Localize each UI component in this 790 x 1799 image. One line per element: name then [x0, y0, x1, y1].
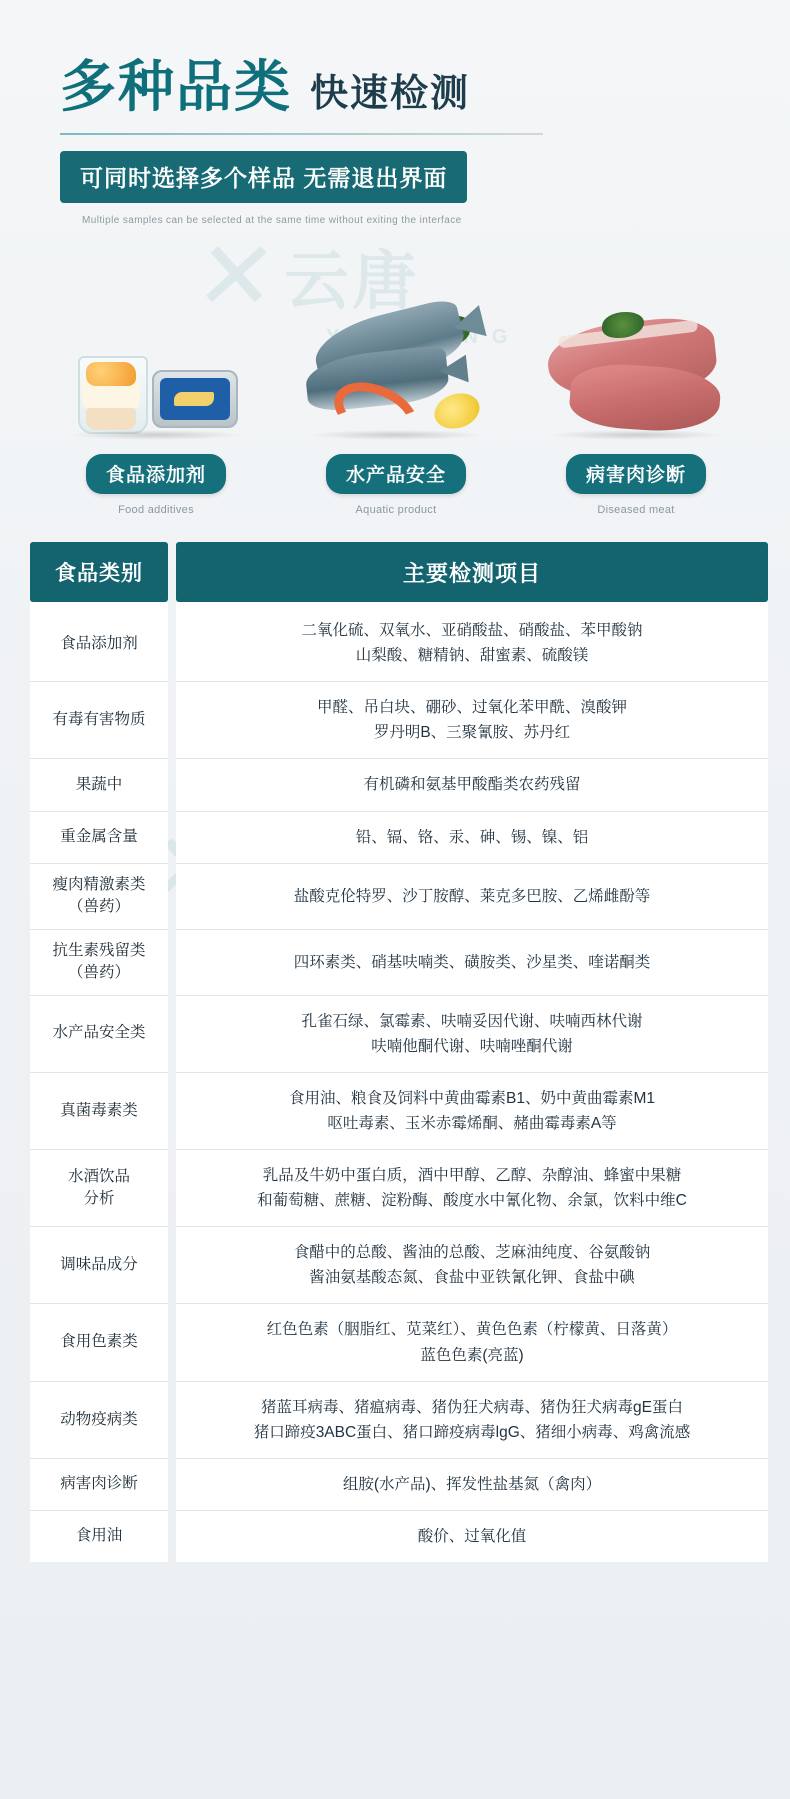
table-cell-items: [176, 1382, 768, 1459]
table-cell-line: 铅、镉、铬、汞、砷、锡、镍、铝: [355, 828, 589, 846]
table-cell-items: [176, 602, 768, 682]
table-cell-category: 动物疫病类: [30, 1382, 168, 1459]
category-card-food-additives: [46, 300, 266, 516]
table-header-items: 主要检测项目: [176, 542, 768, 602]
table-row: [30, 1459, 768, 1511]
table-cell-line: 食醋中的总酸、酱油的总酸、芝麻油纯度、谷氨酸钠: [293, 1244, 651, 1262]
table-cell-line: 猪蓝耳病毒、猪瘟病毒、猪伪狂犬病毒、猪伪狂犬病毒gE蛋白: [261, 1398, 683, 1416]
table-cell-line: 呋喃他酮代谢、呋喃唑酮代谢: [371, 1037, 573, 1055]
table-cell-line: 红色色素（胭脂红、苋菜红）、黄色色素（柠檬黄、日落黄）: [266, 1321, 678, 1339]
table-cell-items: [176, 996, 768, 1073]
table-cell-category: 病害肉诊断: [30, 1459, 168, 1511]
card-label-en: Diseased meat: [597, 504, 675, 516]
table-cell-category: 食用色素类: [30, 1304, 168, 1381]
table-cell-category: 真菌毒素类: [30, 1073, 168, 1150]
title-sub: 快速检测: [310, 73, 471, 115]
title-main: 多种品类: [60, 55, 292, 118]
table-cell-line: 酸价、过氧化值: [417, 1527, 527, 1545]
category-card-diseased-meat: [526, 300, 746, 516]
table-cell-line: 盐酸克伦特罗、沙丁胺醇、莱克多巴胺、乙烯雌酚等: [293, 887, 651, 905]
table-row: [30, 1073, 768, 1150]
table-cell-category: 水酒饮品 分析: [30, 1150, 168, 1227]
table-row: [30, 1227, 768, 1304]
table-cell-line: 罗丹明B、三聚氰胺、苏丹红: [373, 724, 571, 742]
table-cell-category: 瘦肉精激素类 （兽药）: [30, 864, 168, 930]
table-cell-line: 猪口蹄疫3ABC蛋白、猪口蹄疫病毒lgG、猪细小病毒、鸡禽流感: [253, 1423, 691, 1441]
table-cell-line: 呕吐毒素、玉米赤霉烯酮、赭曲霉毒素A等: [327, 1114, 617, 1132]
table-cell-line: 组胺(水产品)、挥发性盐基氮（禽肉）: [342, 1475, 602, 1493]
table-cell-category: 食品添加剂: [30, 602, 168, 682]
raw-meat-photo: [536, 300, 736, 440]
table-row: [30, 864, 768, 930]
table-cell-category: 有毒有害物质: [30, 682, 168, 759]
watermark-text: 云唐: [284, 245, 421, 317]
table-cell-category: 调味品成分: [30, 1227, 168, 1304]
detection-items-table: [22, 542, 768, 1562]
table-cell-line: 四环素类、硝基呋喃类、磺胺类、沙星类、喹诺酮类: [293, 953, 651, 971]
table-cell-line: 食用油、粮食及饲料中黄曲霉素B1、奶中黄曲霉素M1: [289, 1089, 655, 1107]
table-cell-items: [176, 864, 768, 930]
lemon-icon: [430, 388, 484, 435]
table-cell-line: 有机磷和氨基甲酸酯类农药残留: [363, 776, 581, 794]
header-caption-en: Multiple samples can be selected at the same time without exiting the interface: [82, 215, 462, 226]
table-row: [30, 996, 768, 1073]
table-header-category: 食品类别: [30, 542, 168, 602]
photo-shadow: [550, 430, 722, 440]
card-label: 食品添加剂: [86, 454, 226, 494]
table-cell-line: 和葡萄糖、蔗糖、淀粉酶、酸度水中氰化物、余氯，饮料中维C: [257, 1192, 687, 1210]
dessert-can-photo: [56, 300, 256, 440]
table-cell-line: 乳品及牛奶中蛋白质，酒中甲醇、乙醇、杂醇油、蜂蜜中果糖: [262, 1166, 682, 1184]
dessert-cup-icon: [72, 338, 150, 434]
table-cell-items: [176, 1459, 768, 1511]
canned-fish-icon: [152, 370, 238, 428]
table-row: [30, 930, 768, 996]
table-cell-items: [176, 1150, 768, 1227]
table-row: [30, 812, 768, 864]
table-cell-line: 山梨酸、糖精钠、甜蜜素、硫酸镁: [355, 647, 589, 665]
table-cell-items: [176, 1511, 768, 1562]
table-header-row: [30, 542, 768, 602]
table-row: [30, 1304, 768, 1381]
table-row: [30, 682, 768, 759]
card-label-en: Food additives: [118, 504, 194, 516]
highlight-badge: 可同时选择多个样品 无需退出界面: [60, 151, 467, 203]
table-cell-items: [176, 759, 768, 811]
category-card-aquatic: [286, 300, 506, 516]
table-row: [30, 759, 768, 811]
table-cell-category: 重金属含量: [30, 812, 168, 864]
table-row: [30, 602, 768, 682]
table-cell-items: [176, 682, 768, 759]
header: [60, 55, 730, 226]
table-cell-items: [176, 930, 768, 996]
table-cell-items: [176, 1304, 768, 1381]
table-cell-line: 酱油氨基酸态氮、食盐中亚铁氰化钾、食盐中碘: [309, 1269, 635, 1287]
page-title: [60, 55, 730, 118]
title-divider: [60, 133, 543, 135]
table-cell-line: 二氧化硫、双氧水、亚硝酸盐、硝酸盐、苯甲酸钠: [301, 622, 643, 639]
table-cell-category: 食用油: [30, 1511, 168, 1562]
table-row: [30, 1382, 768, 1459]
table-cell-items: [176, 1227, 768, 1304]
card-label: 病害肉诊断: [566, 454, 706, 494]
table-cell-category: 果蔬中: [30, 759, 168, 811]
fish-shrimp-photo: [296, 300, 496, 440]
table-cell-line: 孔雀石绿、氯霉素、呋喃妥因代谢、呋喃西林代谢: [301, 1012, 643, 1030]
table-row: [30, 1150, 768, 1227]
table-cell-category: 水产品安全类: [30, 996, 168, 1073]
brand-mark-icon: ✕: [190, 220, 277, 332]
card-label-en: Aquatic product: [355, 504, 437, 516]
category-cards: [46, 300, 746, 516]
card-label: 水产品安全: [326, 454, 466, 494]
photo-shadow: [70, 430, 242, 440]
table-cell-items: [176, 812, 768, 864]
photo-shadow: [310, 430, 482, 440]
table-row: [30, 1511, 768, 1562]
table-cell-category: 抗生素残留类 （兽药）: [30, 930, 168, 996]
table-cell-items: [176, 1073, 768, 1150]
table-cell-line: 蓝色色素(亮蓝): [420, 1346, 524, 1364]
table-cell-line: 甲醛、吊白块、硼砂、过氧化苯甲酰、溴酸钾: [316, 699, 627, 717]
